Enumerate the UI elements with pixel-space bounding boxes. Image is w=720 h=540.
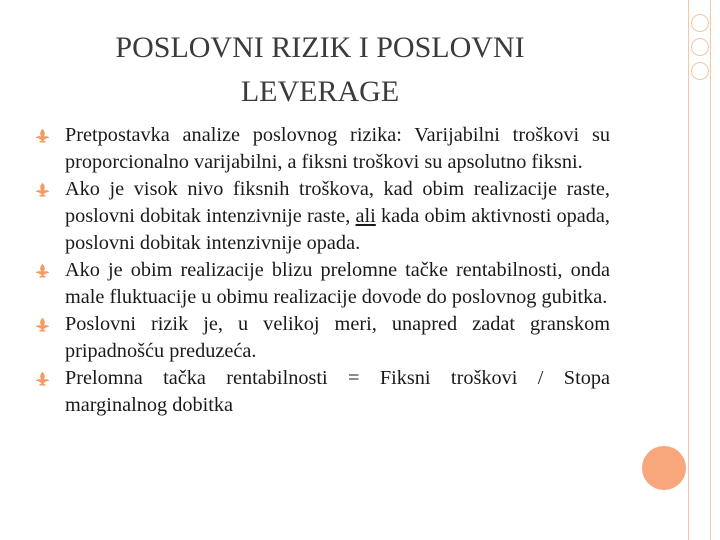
underlined-word: ali <box>355 205 376 227</box>
bullet-text: Prelomna tačka rentabilnosti = Fiksni troškovi / Stopa marginalnog dobitka <box>65 367 610 416</box>
slide-title-line-2: LEVERAGE <box>240 75 400 108</box>
list-item <box>32 176 610 257</box>
list-item <box>32 257 610 311</box>
bullet-text: Poslovni rizik je, u velikoj meri, unapred zadat granskom pripadnošću preduzeća. <box>65 313 610 362</box>
list-item <box>32 122 610 176</box>
decorative-ring <box>691 14 709 32</box>
fleur-de-lis-icon <box>34 371 51 388</box>
bullet-text <box>65 178 610 254</box>
fleur-de-lis-icon <box>34 263 51 280</box>
fleur-de-lis-icon <box>34 317 51 334</box>
bullet-text-part: Ako je visok nivo fiksnih troškova, kad obim realizacije raste, poslovni dobitak intenzivnije raste, <box>65 178 610 227</box>
bullet-text: Pretpostavka analize poslovnog rizika: Varijabilni troškovi su proporcionalno varijabilni, a fiksni troškovi su apsolutno fiksni. <box>65 124 610 173</box>
fleur-de-lis-icon <box>34 128 51 145</box>
list-item <box>32 311 610 365</box>
decorative-ring <box>691 62 709 80</box>
slide-title <box>40 26 600 114</box>
decorative-rail-line <box>688 0 689 540</box>
decorative-rail-line <box>710 0 711 540</box>
decorative-accent-circle <box>642 446 686 490</box>
bullet-text: Ako je obim realizacije blizu prelomne tačke rentabilnosti, onda male fluktuacije u obimu realizacije dovode do poslovnog gubitka. <box>65 259 610 308</box>
bullet-list <box>32 122 610 419</box>
slide-title-line-1: POSLOVNI RIZIK I POSLOVNI <box>115 31 525 64</box>
bullet-text-part: kada obim aktivnosti opada, poslovni dobitak intenzivnije opada. <box>65 205 611 254</box>
decorative-ring <box>691 38 709 56</box>
list-item <box>32 365 610 419</box>
fleur-de-lis-icon <box>34 182 51 199</box>
